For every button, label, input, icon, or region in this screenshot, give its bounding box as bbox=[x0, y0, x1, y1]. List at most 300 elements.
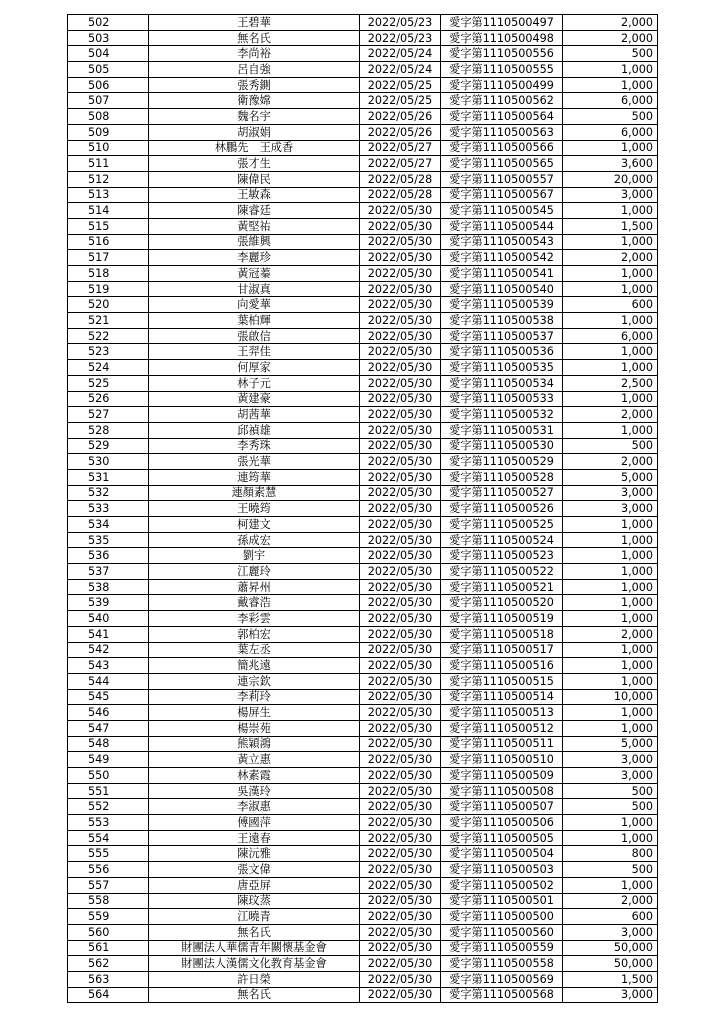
row-number: 509 bbox=[68, 124, 149, 140]
donation-amount: 500 bbox=[563, 46, 658, 62]
donation-amount: 2,000 bbox=[563, 30, 658, 46]
receipt-number: 愛字第1110500505 bbox=[441, 830, 563, 846]
row-number: 564 bbox=[68, 987, 149, 1003]
donation-amount: 1,000 bbox=[563, 611, 658, 627]
table-row bbox=[68, 893, 658, 909]
donation-table bbox=[67, 14, 658, 1003]
donation-date: 2022/05/30 bbox=[360, 987, 441, 1003]
table-row bbox=[68, 956, 658, 972]
donation-amount: 1,500 bbox=[563, 971, 658, 987]
donor-name: 黃冠蓁 bbox=[149, 266, 360, 282]
row-number: 523 bbox=[68, 344, 149, 360]
receipt-number: 愛字第1110500555 bbox=[441, 62, 563, 78]
row-number: 553 bbox=[68, 815, 149, 831]
table-row bbox=[68, 705, 658, 721]
receipt-number: 愛字第1110500540 bbox=[441, 281, 563, 297]
receipt-number: 愛字第1110500536 bbox=[441, 344, 563, 360]
receipt-number: 愛字第1110500516 bbox=[441, 658, 563, 674]
donation-amount: 1,000 bbox=[563, 705, 658, 721]
receipt-number: 愛字第1110500527 bbox=[441, 485, 563, 501]
receipt-number: 愛字第1110500543 bbox=[441, 234, 563, 250]
table-row bbox=[68, 375, 658, 391]
row-number: 522 bbox=[68, 328, 149, 344]
donation-date: 2022/05/30 bbox=[360, 720, 441, 736]
donation-date: 2022/05/30 bbox=[360, 626, 441, 642]
donation-date: 2022/05/30 bbox=[360, 485, 441, 501]
table-row bbox=[68, 987, 658, 1003]
receipt-number: 愛字第1110500501 bbox=[441, 893, 563, 909]
donation-date: 2022/05/27 bbox=[360, 140, 441, 156]
row-number: 561 bbox=[68, 940, 149, 956]
row-number: 519 bbox=[68, 281, 149, 297]
receipt-number: 愛字第1110500521 bbox=[441, 579, 563, 595]
donation-amount: 1,000 bbox=[563, 579, 658, 595]
donation-date: 2022/05/27 bbox=[360, 156, 441, 172]
donation-amount: 3,000 bbox=[563, 987, 658, 1003]
row-number: 531 bbox=[68, 469, 149, 485]
donor-name: 唐亞屏 bbox=[149, 877, 360, 893]
donation-amount: 6,000 bbox=[563, 93, 658, 109]
donation-date: 2022/05/30 bbox=[360, 689, 441, 705]
donation-amount: 1,000 bbox=[563, 281, 658, 297]
row-number: 507 bbox=[68, 93, 149, 109]
donation-date: 2022/05/30 bbox=[360, 783, 441, 799]
donation-date: 2022/05/30 bbox=[360, 281, 441, 297]
donation-amount: 6,000 bbox=[563, 124, 658, 140]
donation-amount: 1,000 bbox=[563, 830, 658, 846]
receipt-number: 愛字第1110500498 bbox=[441, 30, 563, 46]
donation-amount: 10,000 bbox=[563, 689, 658, 705]
table-row bbox=[68, 46, 658, 62]
donation-amount: 3,000 bbox=[563, 187, 658, 203]
receipt-number: 愛字第1110500532 bbox=[441, 407, 563, 423]
table-row bbox=[68, 752, 658, 768]
donation-date: 2022/05/30 bbox=[360, 375, 441, 391]
donation-date: 2022/05/30 bbox=[360, 532, 441, 548]
row-number: 549 bbox=[68, 752, 149, 768]
row-number: 517 bbox=[68, 250, 149, 266]
table-row bbox=[68, 862, 658, 878]
row-number: 538 bbox=[68, 579, 149, 595]
donation-amount: 500 bbox=[563, 109, 658, 125]
donation-date: 2022/05/30 bbox=[360, 642, 441, 658]
donor-name: 無名氏 bbox=[149, 30, 360, 46]
table-row bbox=[68, 517, 658, 533]
receipt-number: 愛字第1110500522 bbox=[441, 564, 563, 580]
donor-name: 傅國萍 bbox=[149, 815, 360, 831]
donation-date: 2022/05/23 bbox=[360, 30, 441, 46]
row-number: 534 bbox=[68, 517, 149, 533]
donor-name: 江曉青 bbox=[149, 909, 360, 925]
row-number: 558 bbox=[68, 893, 149, 909]
receipt-number: 愛字第1110500567 bbox=[441, 187, 563, 203]
donation-amount: 1,000 bbox=[563, 532, 658, 548]
receipt-number: 愛字第1110500502 bbox=[441, 877, 563, 893]
row-number: 505 bbox=[68, 62, 149, 78]
table-row bbox=[68, 579, 658, 595]
row-number: 527 bbox=[68, 407, 149, 423]
donation-amount: 5,000 bbox=[563, 469, 658, 485]
donation-date: 2022/05/30 bbox=[360, 501, 441, 517]
table-row bbox=[68, 30, 658, 46]
table-row bbox=[68, 642, 658, 658]
donation-date: 2022/05/30 bbox=[360, 736, 441, 752]
table-row bbox=[68, 783, 658, 799]
donor-name: 戴睿浩 bbox=[149, 595, 360, 611]
receipt-number: 愛字第1110500529 bbox=[441, 454, 563, 470]
row-number: 525 bbox=[68, 375, 149, 391]
table-row bbox=[68, 909, 658, 925]
donation-date: 2022/05/30 bbox=[360, 752, 441, 768]
donation-date: 2022/05/30 bbox=[360, 940, 441, 956]
donation-amount: 1,000 bbox=[563, 517, 658, 533]
receipt-number: 愛字第1110500499 bbox=[441, 77, 563, 93]
donation-date: 2022/05/30 bbox=[360, 877, 441, 893]
donation-date: 2022/05/25 bbox=[360, 77, 441, 93]
donation-date: 2022/05/30 bbox=[360, 517, 441, 533]
table-row bbox=[68, 815, 658, 831]
table-row bbox=[68, 266, 658, 282]
receipt-number: 愛字第1110500506 bbox=[441, 815, 563, 831]
table-row bbox=[68, 768, 658, 784]
donation-date: 2022/05/30 bbox=[360, 250, 441, 266]
row-number: 536 bbox=[68, 548, 149, 564]
table-row bbox=[68, 611, 658, 627]
donation-date: 2022/05/30 bbox=[360, 862, 441, 878]
donation-amount: 1,000 bbox=[563, 815, 658, 831]
donation-amount: 1,000 bbox=[563, 391, 658, 407]
row-number: 542 bbox=[68, 642, 149, 658]
donation-date: 2022/05/30 bbox=[360, 391, 441, 407]
table-row bbox=[68, 62, 658, 78]
donation-amount: 1,000 bbox=[563, 595, 658, 611]
donor-name: 張秀鍘 bbox=[149, 77, 360, 93]
donation-date: 2022/05/30 bbox=[360, 438, 441, 454]
donor-name: 李麗珍 bbox=[149, 250, 360, 266]
receipt-number: 愛字第1110500541 bbox=[441, 266, 563, 282]
receipt-number: 愛字第1110500562 bbox=[441, 93, 563, 109]
table-row bbox=[68, 799, 658, 815]
row-number: 551 bbox=[68, 783, 149, 799]
receipt-number: 愛字第1110500510 bbox=[441, 752, 563, 768]
table-row bbox=[68, 250, 658, 266]
donation-date: 2022/05/30 bbox=[360, 971, 441, 987]
receipt-number: 愛字第1110500534 bbox=[441, 375, 563, 391]
receipt-number: 愛字第1110500560 bbox=[441, 924, 563, 940]
row-number: 540 bbox=[68, 611, 149, 627]
row-number: 520 bbox=[68, 297, 149, 313]
table-row bbox=[68, 673, 658, 689]
donor-name: 張光華 bbox=[149, 454, 360, 470]
receipt-number: 愛字第1110500508 bbox=[441, 783, 563, 799]
donation-date: 2022/05/30 bbox=[360, 266, 441, 282]
row-number: 546 bbox=[68, 705, 149, 721]
table-row bbox=[68, 422, 658, 438]
receipt-number: 愛字第1110500504 bbox=[441, 846, 563, 862]
donation-amount: 1,000 bbox=[563, 673, 658, 689]
donation-date: 2022/05/26 bbox=[360, 124, 441, 140]
donation-date: 2022/05/30 bbox=[360, 297, 441, 313]
donation-date: 2022/05/30 bbox=[360, 924, 441, 940]
receipt-number: 愛字第1110500514 bbox=[441, 689, 563, 705]
receipt-number: 愛字第1110500513 bbox=[441, 705, 563, 721]
row-number: 563 bbox=[68, 971, 149, 987]
table-row bbox=[68, 15, 658, 31]
donation-date: 2022/05/30 bbox=[360, 218, 441, 234]
donation-date: 2022/05/30 bbox=[360, 658, 441, 674]
donation-date: 2022/05/30 bbox=[360, 611, 441, 627]
receipt-number: 愛字第1110500557 bbox=[441, 171, 563, 187]
table-row bbox=[68, 940, 658, 956]
donation-date: 2022/05/30 bbox=[360, 313, 441, 329]
table-row bbox=[68, 830, 658, 846]
donation-date: 2022/05/30 bbox=[360, 407, 441, 423]
donor-name: 張啟信 bbox=[149, 328, 360, 344]
donor-name: 財團法人華儒青年關懷基金會 bbox=[149, 940, 360, 956]
table-row bbox=[68, 564, 658, 580]
table-row bbox=[68, 313, 658, 329]
receipt-number: 愛字第1110500569 bbox=[441, 971, 563, 987]
table-row bbox=[68, 140, 658, 156]
donor-name: 簡兆遠 bbox=[149, 658, 360, 674]
donation-date: 2022/05/30 bbox=[360, 579, 441, 595]
donation-date: 2022/05/30 bbox=[360, 328, 441, 344]
receipt-number: 愛字第1110500523 bbox=[441, 548, 563, 564]
table-row bbox=[68, 501, 658, 517]
row-number: 529 bbox=[68, 438, 149, 454]
donor-name: 楊屏生 bbox=[149, 705, 360, 721]
donor-name: 王碧華 bbox=[149, 15, 360, 31]
donation-date: 2022/05/30 bbox=[360, 234, 441, 250]
receipt-number: 愛字第1110500526 bbox=[441, 501, 563, 517]
donor-name: 張文偉 bbox=[149, 862, 360, 878]
donor-name: 柯建文 bbox=[149, 517, 360, 533]
receipt-number: 愛字第1110500497 bbox=[441, 15, 563, 31]
donation-amount: 1,000 bbox=[563, 203, 658, 219]
donation-date: 2022/05/28 bbox=[360, 171, 441, 187]
donation-amount: 1,000 bbox=[563, 234, 658, 250]
table-row bbox=[68, 658, 658, 674]
row-number: 554 bbox=[68, 830, 149, 846]
row-number: 504 bbox=[68, 46, 149, 62]
donor-name: 向愛華 bbox=[149, 297, 360, 313]
donation-date: 2022/05/30 bbox=[360, 595, 441, 611]
donation-amount: 1,000 bbox=[563, 877, 658, 893]
donor-name: 楊崇苑 bbox=[149, 720, 360, 736]
donor-name: 胡茜華 bbox=[149, 407, 360, 423]
table-row bbox=[68, 156, 658, 172]
row-number: 518 bbox=[68, 266, 149, 282]
donor-name: 熊穎鴻 bbox=[149, 736, 360, 752]
table-row bbox=[68, 297, 658, 313]
receipt-number: 愛字第1110500565 bbox=[441, 156, 563, 172]
donation-date: 2022/05/23 bbox=[360, 15, 441, 31]
donor-name: 吳漢玲 bbox=[149, 783, 360, 799]
row-number: 503 bbox=[68, 30, 149, 46]
donation-date: 2022/05/28 bbox=[360, 187, 441, 203]
receipt-number: 愛字第1110500512 bbox=[441, 720, 563, 736]
receipt-number: 愛字第1110500507 bbox=[441, 799, 563, 815]
table-row bbox=[68, 93, 658, 109]
donor-name: 連筠華 bbox=[149, 469, 360, 485]
row-number: 562 bbox=[68, 956, 149, 972]
donor-name: 王遠春 bbox=[149, 830, 360, 846]
row-number: 541 bbox=[68, 626, 149, 642]
donor-name: 許日榮 bbox=[149, 971, 360, 987]
donation-amount: 2,000 bbox=[563, 250, 658, 266]
donor-name: 陳玟蒸 bbox=[149, 893, 360, 909]
donation-amount: 500 bbox=[563, 438, 658, 454]
table-row bbox=[68, 438, 658, 454]
table-row bbox=[68, 720, 658, 736]
donor-name: 無名氏 bbox=[149, 987, 360, 1003]
donation-date: 2022/05/24 bbox=[360, 62, 441, 78]
receipt-number: 愛字第1110500538 bbox=[441, 313, 563, 329]
donation-amount: 2,500 bbox=[563, 375, 658, 391]
row-number: 510 bbox=[68, 140, 149, 156]
receipt-number: 愛字第1110500500 bbox=[441, 909, 563, 925]
row-number: 524 bbox=[68, 360, 149, 376]
donor-name: 陳沅雅 bbox=[149, 846, 360, 862]
receipt-number: 愛字第1110500503 bbox=[441, 862, 563, 878]
table-row bbox=[68, 234, 658, 250]
donor-name: 孫成宏 bbox=[149, 532, 360, 548]
donation-amount: 2,000 bbox=[563, 893, 658, 909]
donation-amount: 3,600 bbox=[563, 156, 658, 172]
donor-name: 林素霞 bbox=[149, 768, 360, 784]
row-number: 552 bbox=[68, 799, 149, 815]
table-row bbox=[68, 532, 658, 548]
table-row bbox=[68, 77, 658, 93]
donor-name: 蕭昇州 bbox=[149, 579, 360, 595]
receipt-number: 愛字第1110500525 bbox=[441, 517, 563, 533]
row-number: 530 bbox=[68, 454, 149, 470]
table-row bbox=[68, 846, 658, 862]
receipt-number: 愛字第1110500545 bbox=[441, 203, 563, 219]
donation-date: 2022/05/30 bbox=[360, 909, 441, 925]
donor-name: 張才生 bbox=[149, 156, 360, 172]
table-row bbox=[68, 391, 658, 407]
donor-name: 陳睿廷 bbox=[149, 203, 360, 219]
donor-name: 王敏森 bbox=[149, 187, 360, 203]
row-number: 548 bbox=[68, 736, 149, 752]
row-number: 559 bbox=[68, 909, 149, 925]
donation-date: 2022/05/30 bbox=[360, 564, 441, 580]
table-row bbox=[68, 171, 658, 187]
donation-date: 2022/05/24 bbox=[360, 46, 441, 62]
donation-amount: 6,000 bbox=[563, 328, 658, 344]
receipt-number: 愛字第1110500511 bbox=[441, 736, 563, 752]
receipt-number: 愛字第1110500519 bbox=[441, 611, 563, 627]
donor-name: 呂自強 bbox=[149, 62, 360, 78]
donation-amount: 1,000 bbox=[563, 344, 658, 360]
donor-name: 甘淑真 bbox=[149, 281, 360, 297]
donation-date: 2022/05/30 bbox=[360, 956, 441, 972]
row-number: 555 bbox=[68, 846, 149, 862]
donor-name: 黃立惠 bbox=[149, 752, 360, 768]
row-number: 547 bbox=[68, 720, 149, 736]
donation-amount: 1,000 bbox=[563, 564, 658, 580]
donation-amount: 1,000 bbox=[563, 642, 658, 658]
donor-name: 林子元 bbox=[149, 375, 360, 391]
receipt-number: 愛字第1110500535 bbox=[441, 360, 563, 376]
donation-amount: 2,000 bbox=[563, 454, 658, 470]
row-number: 512 bbox=[68, 171, 149, 187]
row-number: 545 bbox=[68, 689, 149, 705]
donation-date: 2022/05/30 bbox=[360, 344, 441, 360]
row-number: 516 bbox=[68, 234, 149, 250]
row-number: 544 bbox=[68, 673, 149, 689]
donor-name: 郭柏宏 bbox=[149, 626, 360, 642]
row-number: 535 bbox=[68, 532, 149, 548]
receipt-number: 愛字第1110500539 bbox=[441, 297, 563, 313]
donor-name: 李彩雲 bbox=[149, 611, 360, 627]
row-number: 508 bbox=[68, 109, 149, 125]
table-row bbox=[68, 485, 658, 501]
receipt-number: 愛字第1110500537 bbox=[441, 328, 563, 344]
donation-amount: 1,000 bbox=[563, 266, 658, 282]
donor-name: 黃堅祐 bbox=[149, 218, 360, 234]
donation-amount: 1,000 bbox=[563, 62, 658, 78]
table-row bbox=[68, 407, 658, 423]
donation-amount: 1,000 bbox=[563, 422, 658, 438]
table-row bbox=[68, 877, 658, 893]
row-number: 515 bbox=[68, 218, 149, 234]
receipt-number: 愛字第1110500533 bbox=[441, 391, 563, 407]
donor-name: 葉左丞 bbox=[149, 642, 360, 658]
table-row bbox=[68, 971, 658, 987]
row-number: 543 bbox=[68, 658, 149, 674]
donor-name: 衛豫嫦 bbox=[149, 93, 360, 109]
donation-amount: 600 bbox=[563, 909, 658, 925]
donation-amount: 800 bbox=[563, 846, 658, 862]
donor-name: 王曉筠 bbox=[149, 501, 360, 517]
donor-name: 王羿佳 bbox=[149, 344, 360, 360]
receipt-number: 愛字第1110500528 bbox=[441, 469, 563, 485]
donation-table-body bbox=[68, 15, 658, 1003]
donation-date: 2022/05/26 bbox=[360, 109, 441, 125]
donation-amount: 3,000 bbox=[563, 485, 658, 501]
donation-amount: 600 bbox=[563, 297, 658, 313]
table-row bbox=[68, 736, 658, 752]
donation-amount: 3,000 bbox=[563, 924, 658, 940]
donation-date: 2022/05/30 bbox=[360, 422, 441, 438]
donation-amount: 50,000 bbox=[563, 956, 658, 972]
row-number: 556 bbox=[68, 862, 149, 878]
donation-amount: 3,000 bbox=[563, 752, 658, 768]
donation-date: 2022/05/30 bbox=[360, 203, 441, 219]
receipt-number: 愛字第1110500558 bbox=[441, 956, 563, 972]
donation-date: 2022/05/30 bbox=[360, 846, 441, 862]
table-row bbox=[68, 626, 658, 642]
table-row bbox=[68, 281, 658, 297]
donation-date: 2022/05/30 bbox=[360, 469, 441, 485]
row-number: 521 bbox=[68, 313, 149, 329]
table-row bbox=[68, 595, 658, 611]
donor-name: 劉宇 bbox=[149, 548, 360, 564]
receipt-number: 愛字第1110500530 bbox=[441, 438, 563, 454]
donor-name: 財團法人漢儒文化教育基金會 bbox=[149, 956, 360, 972]
row-number: 502 bbox=[68, 15, 149, 31]
donation-amount: 1,000 bbox=[563, 658, 658, 674]
receipt-number: 愛字第1110500542 bbox=[441, 250, 563, 266]
donation-amount: 2,000 bbox=[563, 15, 658, 31]
row-number: 514 bbox=[68, 203, 149, 219]
donor-name: 何厚家 bbox=[149, 360, 360, 376]
row-number: 532 bbox=[68, 485, 149, 501]
donor-name: 無名氏 bbox=[149, 924, 360, 940]
table-row bbox=[68, 344, 658, 360]
